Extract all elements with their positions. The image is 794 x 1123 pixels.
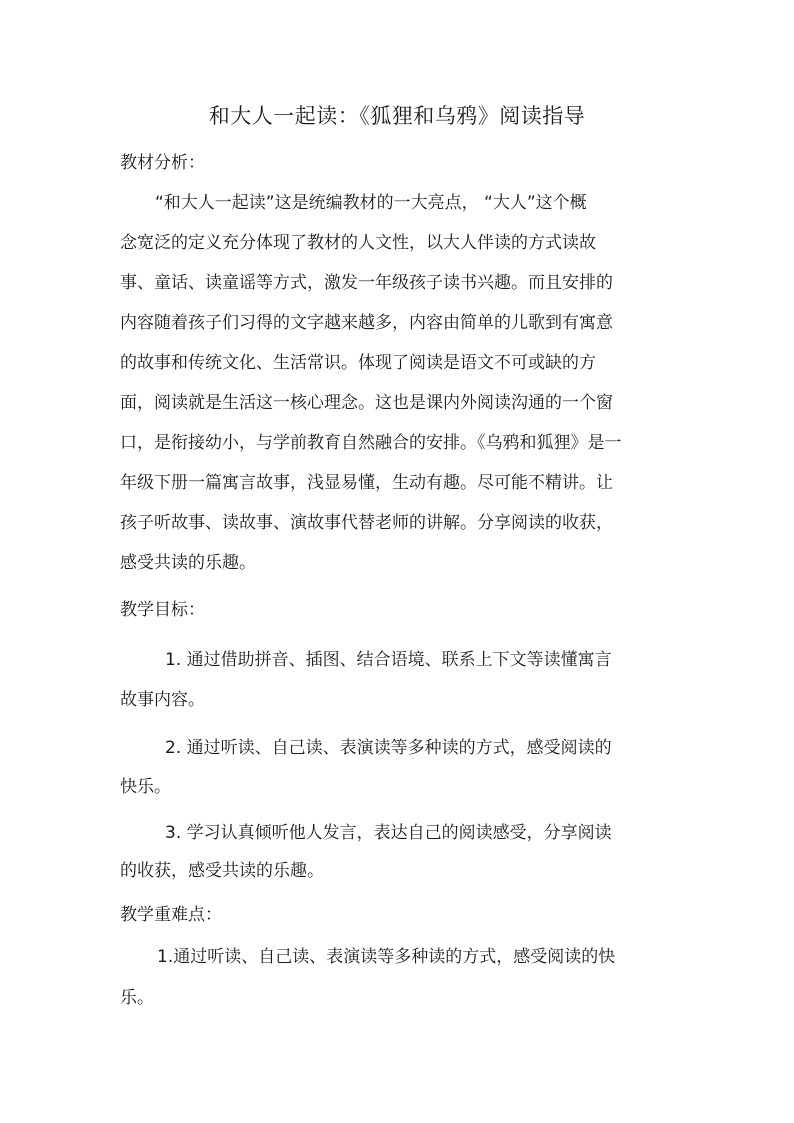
goal-line: 的收获，感受共读的乐趣。 <box>120 861 324 881</box>
analysis-line: 面，阅读就是生活这一核心理念。这也是课内外阅读沟通的一个窗 <box>120 393 613 413</box>
analysis-line: 口，是衔接幼小，与学前教育自然融合的安排。《乌鸦和狐狸》是一 <box>120 433 622 453</box>
analysis-line: 感受共读的乐趣。 <box>120 553 256 573</box>
analysis-line: 的故事和传统文化、生活常识。体现了阅读是语文不可或缺的方 <box>120 353 596 373</box>
analysis-line: 事、童话、读童谣等方式，激发一年级孩子读书兴趣。而且安排的 <box>120 273 613 293</box>
document-title: 和大人一起读：《狐狸和乌鸦》阅读指导 <box>208 104 586 128</box>
key-point-line: 乐。 <box>120 988 154 1008</box>
section-heading-analysis: 教材分析： <box>120 153 205 173</box>
analysis-line: “和大人一起读”这是统编教材的一大亮点， “大人”这个概 <box>155 193 587 213</box>
analysis-line: 内容随着孩子们习得的文字越来越多，内容由简单的儿歌到有寓意 <box>120 313 613 333</box>
analysis-line: 年级下册一篇寓言故事，浅显易懂，生动有趣。尽可能不精讲。让 <box>120 473 613 493</box>
analysis-line: 孩子听故事、读故事、演故事代替老师的讲解。分享阅读的收获， <box>120 513 613 533</box>
goal-line: 2. 通过听读、自己读、表演读等多种读的方式，感受阅读的 <box>165 738 612 758</box>
analysis-line: 念宽泛的定义充分体现了教材的人文性，以大人伴读的方式读故 <box>120 233 596 253</box>
section-heading-goals: 教学目标： <box>120 600 205 620</box>
goal-line: 快乐。 <box>120 777 171 797</box>
section-heading-key-points: 教学重难点： <box>120 905 222 925</box>
key-point-line: 1.通过听读、自己读、表演读等多种读的方式，感受阅读的快 <box>157 947 616 967</box>
goal-line: 3. 学习认真倾听他人发言，表达自己的阅读感受，分享阅读 <box>165 823 612 843</box>
goal-line: 1. 通过借助拼音、插图、结合语境、联系上下文等读懂寓言 <box>165 650 612 670</box>
goal-line: 故事内容。 <box>120 690 205 710</box>
